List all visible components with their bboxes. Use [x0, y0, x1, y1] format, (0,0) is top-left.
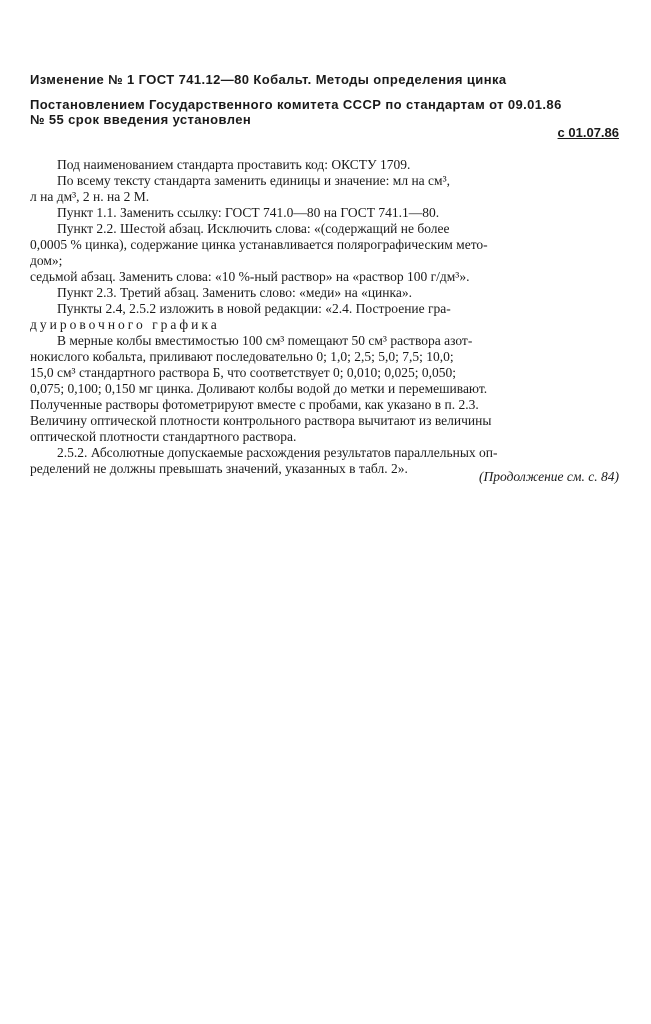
- body-line: Под наименованием стандарта проставить код: ОКСТУ 1709.: [57, 157, 411, 172]
- continuation-note: (Продолжение см. с. 84): [479, 469, 619, 484]
- resolution-number-line: № 55 срок введения установлен: [30, 112, 252, 127]
- body-line: нокислого кобальта, приливают последовательно 0; 1,0; 2,5; 5,0; 7,5; 10,0;: [30, 349, 454, 364]
- amendment-body: [30, 157, 622, 477]
- body-line: Пункты 2.4, 2.5.2 изложить в новой редакции: «2.4. Построение гра-: [57, 301, 451, 316]
- body-line: дом»;: [30, 253, 63, 268]
- body-line: 0,0005 % цинка), содержание цинка устанавливается полярографическим мето-: [30, 237, 488, 252]
- body-line: ределений не должны превышать значений, указанных в табл. 2».: [30, 461, 408, 476]
- amendment-title: Изменение № 1 ГОСТ 741.12—80 Кобальт. Методы определения цинка: [30, 72, 507, 87]
- body-line: 15,0 см³ стандартного раствора Б, что соответствует 0; 0,010; 0,025; 0,050;: [30, 365, 456, 380]
- body-line: дуировочного графика: [30, 317, 220, 332]
- effective-date: с 01.07.86: [557, 125, 619, 140]
- body-line: В мерные колбы вместимостью 100 см³ помещают 50 см³ раствора азот-: [57, 333, 473, 348]
- body-line: оптической плотности стандартного раствора.: [30, 429, 297, 444]
- body-line: Пункт 2.2. Шестой абзац. Исключить слова: «(содержащий не более: [57, 221, 450, 236]
- body-line: 0,075; 0,100; 0,150 мг цинка. Доливают колбы водой до метки и перемешивают.: [30, 381, 488, 396]
- body-line: По всему тексту стандарта заменить единицы и значение: мл на см³,: [57, 173, 451, 188]
- resolution-line: Постановлением Государственного комитета СССР по стандартам от 09.01.86: [30, 97, 562, 112]
- body-line: 2.5.2. Абсолютные допускаемые расхождения результатов параллельных оп-: [57, 445, 498, 460]
- body-line: Пункт 1.1. Заменить ссылку: ГОСТ 741.0—80 на ГОСТ 741.1—80.: [57, 205, 440, 220]
- body-line: Величину оптической плотности контрольного раствора вычитают из величины: [30, 413, 492, 428]
- body-line: Полученные растворы фотометрируют вместе с пробами, как указано в п. 2.3.: [30, 397, 479, 412]
- body-line: седьмой абзац. Заменить слова: «10 %-ный раствор» на «раствор 100 г/дм³».: [30, 269, 470, 284]
- body-line: Пункт 2.3. Третий абзац. Заменить слово: «меди» на «цинка».: [57, 285, 412, 300]
- body-line: л на дм³, 2 н. на 2 М.: [30, 189, 150, 204]
